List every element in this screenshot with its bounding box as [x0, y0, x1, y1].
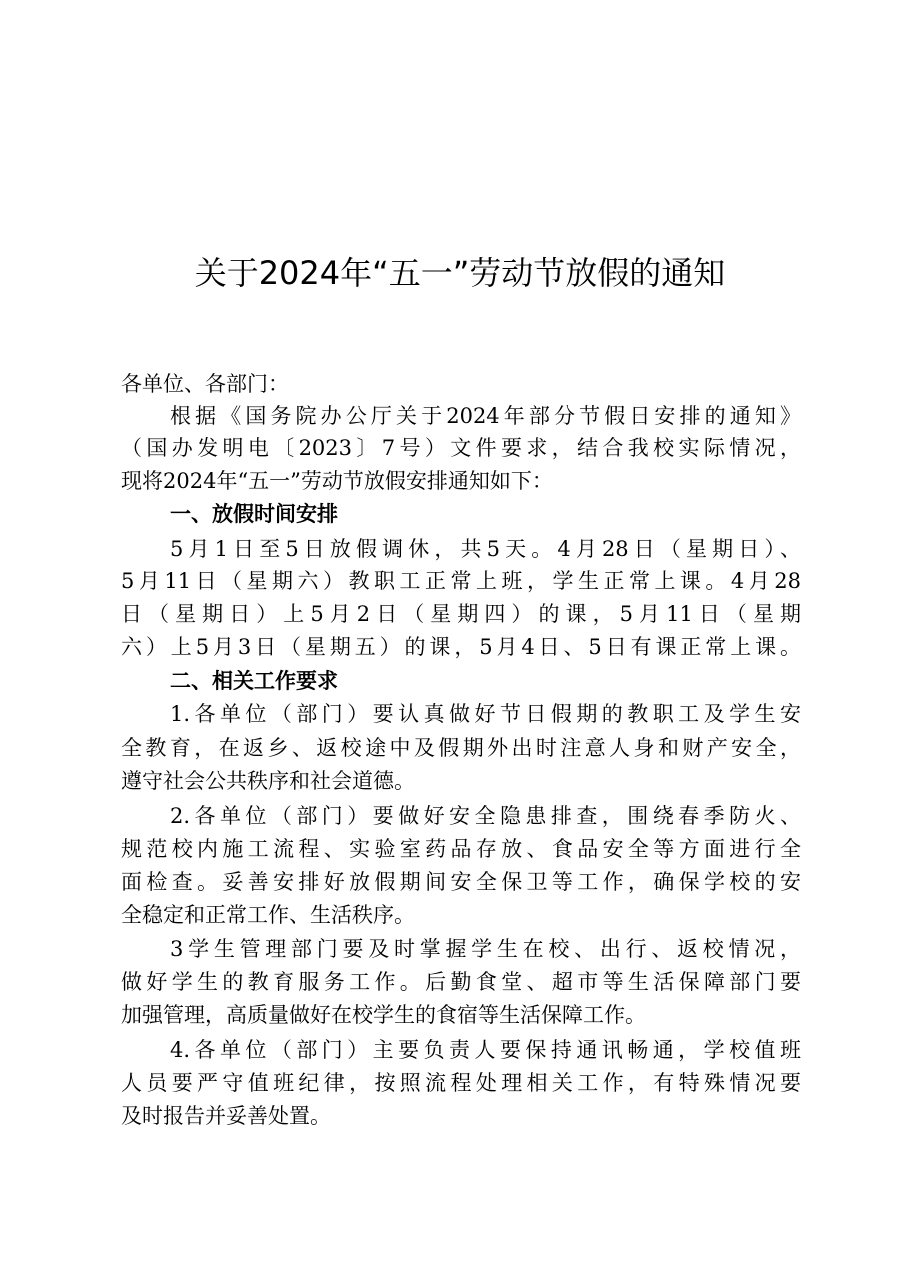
paragraph-line: 5月1日至5日放假调休，共5天。4月28日（星期日）、 — [170, 537, 801, 561]
paragraph-line: 加强管理，高质量做好在校学生的食宿等生活保障工作。 — [121, 1003, 646, 1027]
section-heading-2: 二、相关工作要求 — [170, 669, 338, 693]
paragraph-line: 2.各单位（部门）要做好安全隐患排查，围绕春季防火、 — [170, 804, 801, 828]
paragraph-line: 3学生管理部门要及时掌握学生在校、出行、返校情况， — [170, 937, 801, 961]
document-title: 关于2024年“五一”劳动节放假的通知 — [194, 254, 726, 292]
paragraph-line: 做好学生的教育服务工作。后勤食堂、超市等生活保障部门要 — [121, 970, 801, 994]
paragraph-line: 全稳定和正常工作、生活秩序。 — [121, 903, 415, 927]
paragraph-line: 六）上5月3日（星期五）的课，5月4日、5日有课正常上课。 — [121, 635, 801, 659]
paragraph-line: 1.各单位（部门）要认真做好节日假期的教职工及学生安 — [170, 702, 801, 726]
paragraph-line: 规范校内施工流程、实验室药品存放、食品安全等方面进行全 — [121, 837, 801, 861]
paragraph-line: 4.各单位（部门）主要负责人要保持通讯畅通，学校值班 — [170, 1038, 801, 1062]
paragraph-line: 人员要严守值班纪律，按照流程处理相关工作，有特殊情况要 — [121, 1071, 801, 1095]
paragraph-line: 现将2024年“五一”劳动节放假安排通知如下： — [121, 469, 553, 493]
paragraph-line: （国办发明电〔2023〕7号）文件要求，结合我校实际情况， — [121, 436, 801, 460]
section-heading-1: 一、放假时间安排 — [170, 502, 338, 526]
paragraph-line: 遵守社会公共秩序和社会道德。 — [121, 769, 415, 793]
paragraph-line: 及时报告并妥善处置。 — [121, 1104, 331, 1128]
paragraph-line: 日（星期日）上5月2日（星期四）的课，5月11日（星期 — [121, 602, 801, 626]
paragraph-line: 面检查。妥善安排好放假期间安全保卫等工作，确保学校的安 — [121, 870, 801, 894]
salutation-line: 各单位、各部门： — [121, 372, 289, 396]
paragraph-line: 根据《国务院办公厅关于2024年部分节假日安排的通知》 — [170, 404, 801, 428]
paragraph-line: 5月11日（星期六）教职工正常上班，学生正常上课。4月28 — [121, 569, 801, 593]
paragraph-line: 全教育，在返乡、返校途中及假期外出时注意人身和财产安全， — [121, 736, 801, 760]
